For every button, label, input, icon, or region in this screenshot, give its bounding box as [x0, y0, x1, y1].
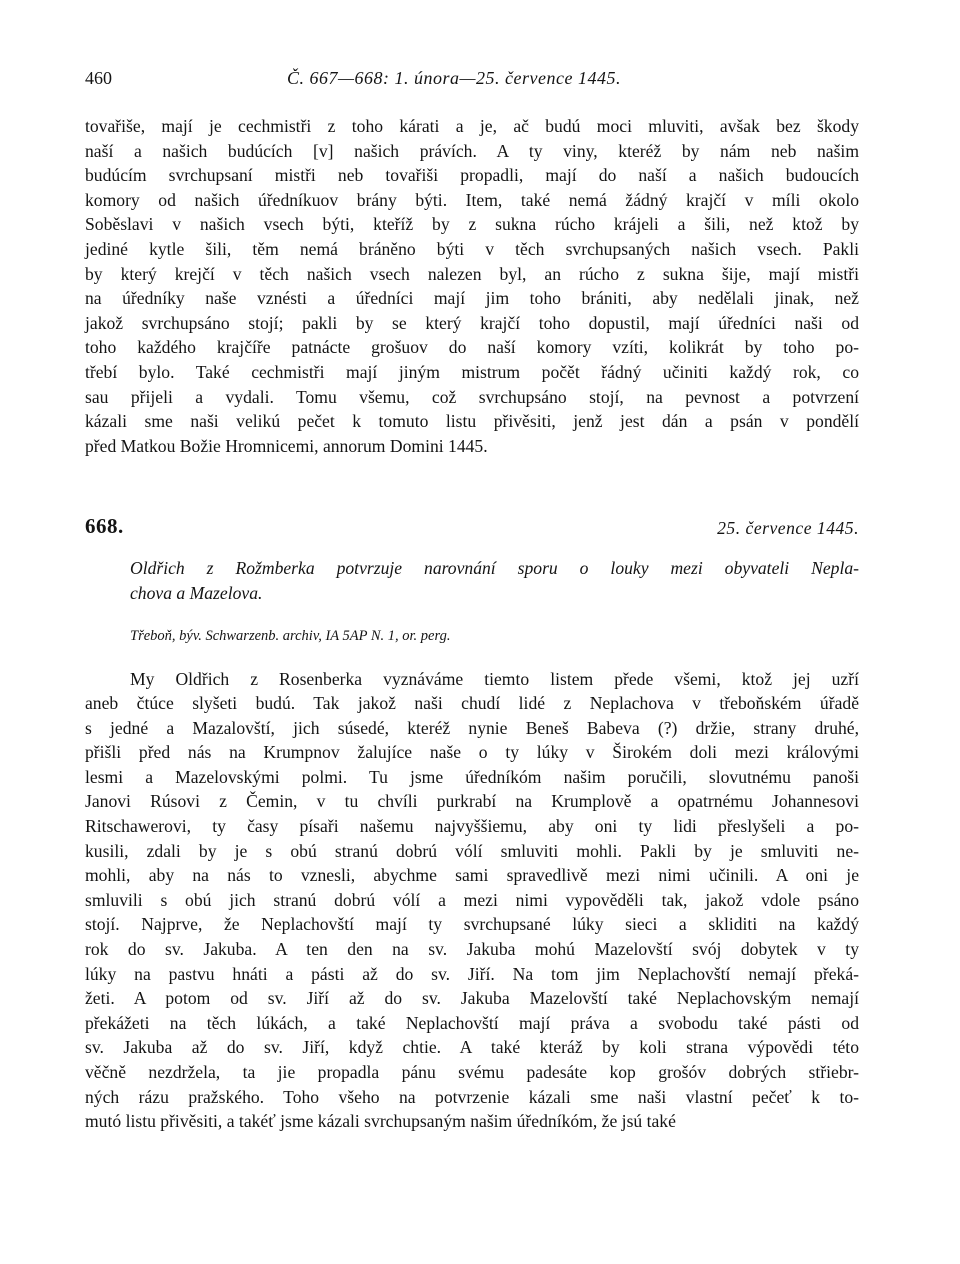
- text-line: třebí bylo. Také cechmistři mají jiným mistrum počět řádný učiniti každý rok, co: [85, 361, 859, 382]
- document-number: 668.: [85, 514, 124, 539]
- text-line: budúcím svrchupsaní mistři neb tovařiši propadli, mají do naší a našich budoucích: [85, 165, 859, 186]
- text-line: jakož svrchupsáno stojí; pakli by se který krajčí toho dopustil, mají úředníci naši od: [85, 312, 859, 333]
- text-line: ných rázu pražského. Toho všeho na potvrzenie kázali sme naši vlastní pečeť k to-: [85, 1086, 859, 1107]
- text-line: aneb čtúce slyšeti budú. Tak jakož naši chudí lidé z Neplachova v třeboňském úřadě: [85, 693, 859, 714]
- text-line: smluvili s obú jich stranú dobrú vólí a mezi nimi vypověděli tak, jakož vdole psáno: [85, 889, 859, 910]
- text-line: sv. Jakuba až do sv. Jiří, když chtie. A také kteráž by koli strana výpovědi této: [85, 1037, 859, 1058]
- page-number: 460: [85, 68, 112, 88]
- text-line: stojí. Najprve, že Neplachovští mají ty svrchupsané lúky sieci a skliditi na každý: [85, 914, 859, 935]
- document-page: [85, 68, 859, 1134]
- text-line: před Matkou Božie Hromnicemi, annorum Domini 1445.: [85, 435, 488, 456]
- text-line: tovařiše, mají je cechmistři z toho kárati a je, ač budú moci mluviti, avšak bez škody: [85, 116, 859, 136]
- text-line: sau přijeli a vydali. Tomu všemu, což svrchupsáno stojí, na pevnost a potvrzení: [85, 386, 859, 407]
- text-line: kusili, zdali by je s obú stranú dobrú vólí smluviti mohli. Pakli by je smluviti ne-: [85, 840, 859, 861]
- regest-line: Oldřich z Rožmberka potvrzuje narovnání sporu o louky mezi obyvateli Nepla-: [130, 558, 859, 579]
- text-line: překážeti na těch lúkách, a také Neplachovští mají práva a svobodu také pásti od: [85, 1012, 859, 1033]
- text-line: by který krejčí v těch našich vsech nalezen byl, an rúcho z sukna šije, mají mistři: [85, 263, 859, 284]
- previous-document-text: [85, 114, 859, 458]
- text-line: komory od našich úředníkuov brány býti. Item, také nemá žádný krajčí v míli okolo: [85, 189, 859, 210]
- text-line: toho každého krajčíře patnácte grošuov do naší komory vzíti, kolikrát by toho po-: [85, 337, 859, 358]
- text-line: naší a našich budúcích [v] našich právích. A ty viny, kteréž by nám neb našim: [85, 140, 859, 161]
- running-head-title: Č. 667—668: 1. února—25. července 1445.: [287, 68, 621, 88]
- running-head: [85, 68, 859, 96]
- text-line: mohli, aby na nás to vznesli, abychme sami spravedlivě mezi nimi učinili. A oni je: [85, 865, 859, 886]
- text-line: přišli před nás na Krumpnov žalujíce naše o ty lúky v Širokém doli mezi královými: [85, 742, 859, 763]
- text-line: věčně nezdržela, ta jie propadla pánu svému padesáte kop grošóv dobrých střiebr-: [85, 1062, 859, 1082]
- text-line: rok do sv. Jakuba. A ten den na sv. Jakuba mohú Mazelovští svój dobytek v ty: [85, 939, 859, 960]
- document-text: [85, 667, 859, 1134]
- text-line: lúky na pastvu hnáti a pásti až do sv. Jiří. Na tom jim Neplachovští nemají překá-: [85, 963, 859, 984]
- text-line: mutó listu přivěsiti, a takéť jsme kázali svrchupsaným našim úředníkóm, že jsú také: [85, 1111, 676, 1132]
- text-line: lesmi a Mazelovskými polmi. Tu jsme úředníkóm našim poručili, slovutnému panoši: [85, 766, 859, 787]
- document-regest: [85, 556, 859, 605]
- archival-source: Třeboň, býv. Schwarzenb. archiv, IA 5AP N. 1, or. perg.: [130, 627, 451, 644]
- document-date: 25. července 1445.: [717, 518, 859, 539]
- text-line: jediné kytle šili, těm nemá bráněno býti v těch svrchupsaných našich vsech. Pakli: [85, 238, 859, 259]
- text-line: na úředníky naše vznésti a úředníci mají jim toho brániti, aby nedělali jinak, než: [85, 288, 859, 309]
- regest-line: chova a Mazelova.: [130, 582, 263, 603]
- text-line: s jedné a Mazalovští, jich súsedé, kteréž nynie Beneš Babeva (?) držie, strany druhé,: [85, 717, 859, 738]
- text-line: Ritschawerovi, ty časy písaři našemu najvyššiemu, aby oni ty lidi přeslyšeli a po-: [85, 816, 859, 837]
- text-line: kázali sme naši velikú pečet k tomuto listu přivěsiti, jenž jest dán a psán v pondělí: [85, 411, 859, 432]
- text-line: Janovi Rúsovi z Čemin, v tu chvíli purkrabí na Krumplově a opatrnému Johannesovi: [85, 791, 859, 812]
- text-line: My Oldřich z Rosenberka vyznáváme tiemto listem přede všemi, ktož jej uzří: [130, 668, 859, 689]
- text-line: žeti. A potom od sv. Jiří až do sv. Jakuba Mazelovští také Neplachovským nemají: [85, 988, 859, 1009]
- document-header: [85, 514, 859, 548]
- text-line: Soběslavi v našich vsech býti, kteříž by z sukna rúcho krájeli a šili, než ktož by: [85, 214, 859, 235]
